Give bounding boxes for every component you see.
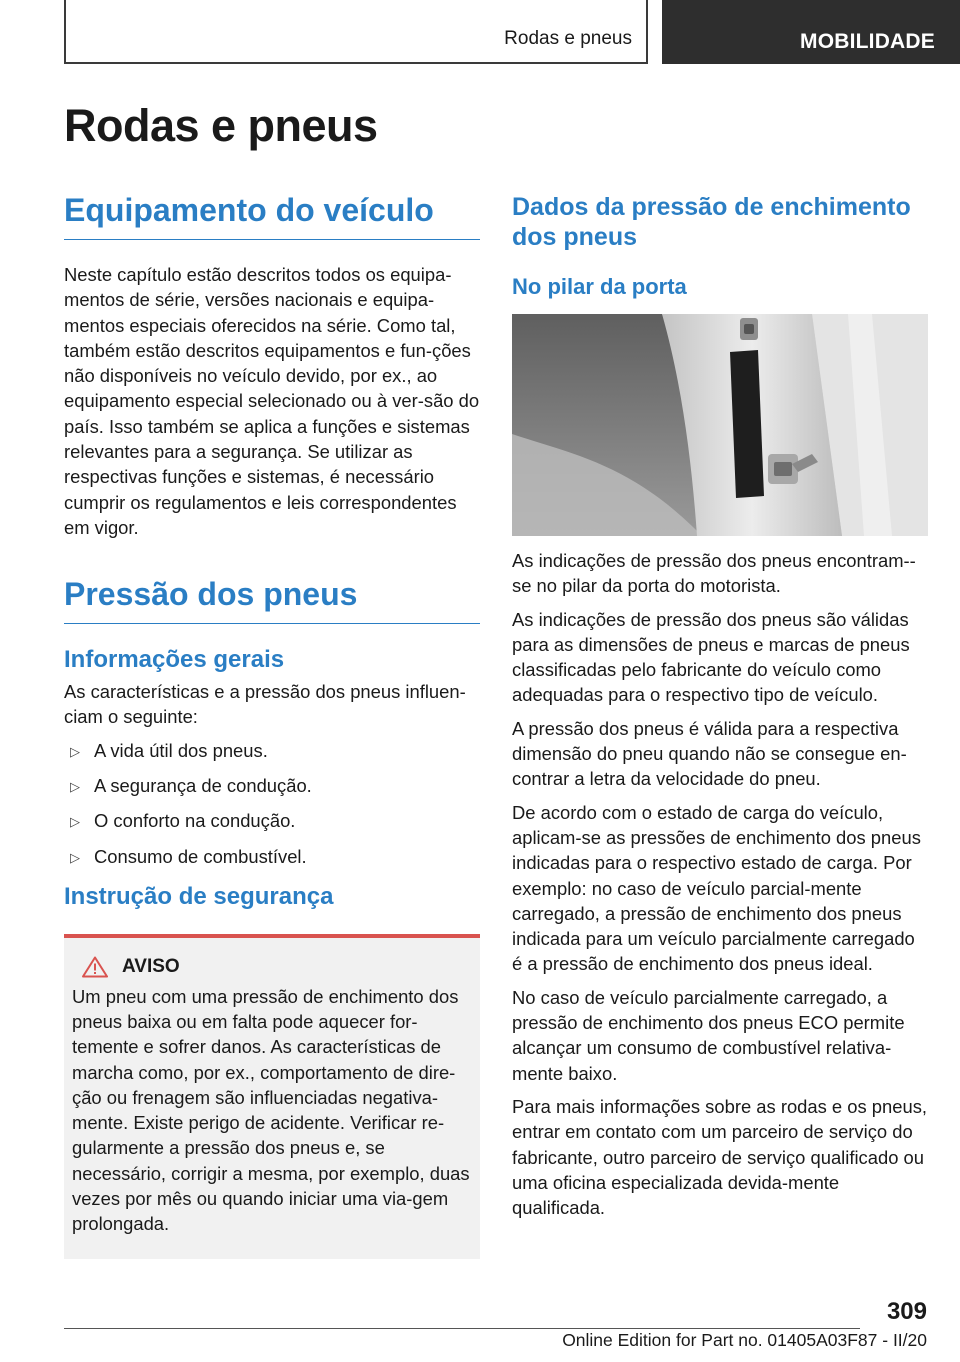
left-column [64,192,480,1259]
warning-text: Um pneu com uma pressão de enchimento dos pneus baixa ou em falta pode aquecer for-temente e sofrer danos. As características de marcha como, por ex., comportamento de dire-ção ou frenagem são influenciadas negativa-mente. Existe perigo de acidente. Verificar re-gularmente a pressão dos pneus e, se necessário, corrigir a mesma, por exemplo, duas vezes por mês ou quando iniciar uma via-gem prolongada. [72,985,470,1235]
page-number: 309 [886,1298,927,1325]
warning-header [82,956,470,978]
bullet-triangle-icon: ▷ [70,814,80,830]
bullet-triangle-icon: ▷ [70,849,80,865]
tire-pressure-heading: Pressão dos pneus [64,576,480,624]
paragraph: Para mais informações sobre as rodas e os pneus, entrar em contato com um parceiro de serviço do fabricante, outro parceiro de serviço qualificado ou uma oficina especializada devida-mente qualificada. [512,1095,928,1219]
paragraph: As indicações de pressão dos pneus são válidas para as dimensões de pneus e marcas de pneus classificadas pelo fabricante do veículo como adequadas para o respectivo tipo de veículo. [512,608,910,706]
general-info-text: As características e a pressão dos pneus influen-ciam o seguinte: [64,681,466,728]
general-info-heading: Informações gerais [64,646,285,674]
warning-triangle-icon [82,956,108,978]
right-column [512,192,928,1228]
inflation-paragraphs [512,548,928,1220]
equipment-text: Neste capítulo estão descritos todos os equipa-mentos de série, versões nacionais e equipa-mentos especiais oferecidos na série. Como tal, também estão descritos equipamentos e fun-ções não disponíveis no veículo devido, por ex., ao equipamento especial selecionado ou à ver-são do país. Isso também se aplica a funções e sistemas relevantes para a segurança. Se utilizar as respectivas funções e sistemas, é necessário cumprir os regulamentos e leis correspondentes em vigor. [64,264,480,538]
door-pillar-heading: No pilar da porta [512,274,687,299]
edition-text: Online Edition for Part no. 01405A03F87 - II/20 [562,1330,927,1350]
influence-list [64,738,480,869]
paragraph: As indicações de pressão dos pneus encontram--se no pilar da porta do motorista. [512,550,916,597]
bullet-triangle-icon: ▷ [70,743,80,759]
footer-divider [64,1328,860,1329]
list-item: ▷ Consumo de combustível. [64,844,480,869]
header-chapter-tab: MOBILIDADE [662,0,960,64]
safety-heading: Instrução de segurança [64,882,334,910]
list-item: ▷ O conforto na condução. [64,808,480,833]
header-section-title: Rodas e pneus [504,28,632,49]
paragraph: A pressão dos pneus é válida para a respectiva dimensão do pneu quando não se consegue en-contrar a letra da velocidade do pneu. [512,717,907,790]
warning-title: AVISO [122,955,180,977]
inflation-data-heading: Dados da pressão de enchimento dos pneus [512,193,911,251]
page-title: Rodas e pneus [64,100,378,151]
bullet-triangle-icon: ▷ [70,778,80,794]
list-item: ▷ A vida útil dos pneus. [64,738,480,763]
list-item: ▷ A segurança de condução. [64,773,480,798]
header-section-box [64,0,648,64]
paragraph: No caso de veículo parcialmente carregado, a pressão de enchimento dos pneus ECO permite alcançar um consumo de combustível relativa-mente baixo. [512,986,905,1084]
warning-box [64,934,480,1259]
door-pillar-photo [512,314,928,536]
paragraph: De acordo com o estado de carga do veículo, aplicam-se as pressões de enchimento dos pneus indicadas para o respectivo estado de carga. Por exemplo: no caso de veículo parcial-mente carregado, a pressão de enchimento dos pneus indicada para um veículo parcialmente carregado é a pressão de enchimento dos pneus ideal. [512,801,921,975]
equipment-heading: Equipamento do veículo [64,192,480,240]
